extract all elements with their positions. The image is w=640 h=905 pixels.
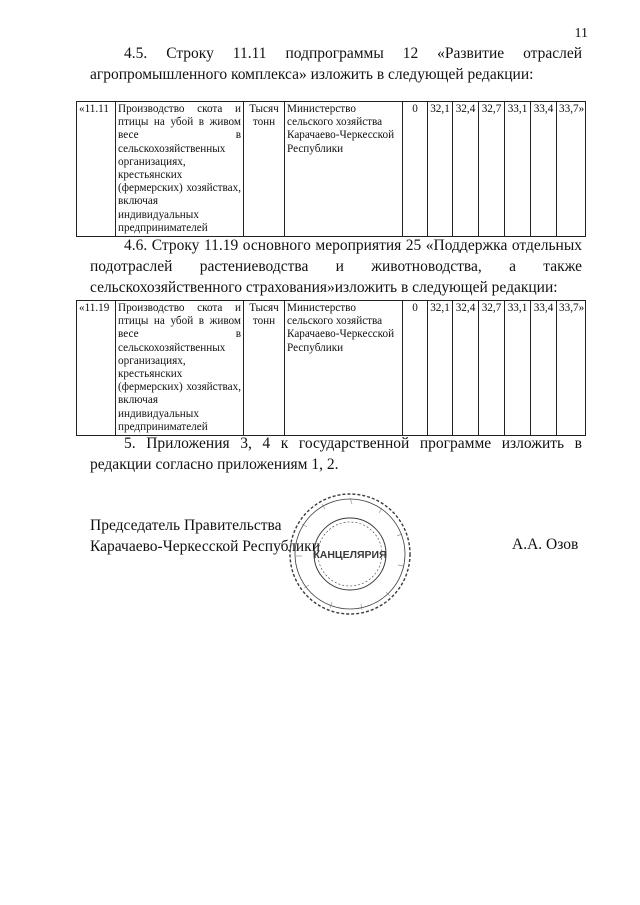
value-cell: 32,4 (453, 102, 479, 237)
value-cell: 33,7» (557, 102, 586, 237)
value-cell: 0 (403, 301, 428, 436)
paragraph-4-5: 4.5. Строку 11.11 подпрограммы 12 «Развитие отраслей агропромышленного комплекса» изложить в следующей редакции: (90, 45, 582, 83)
table-row-11-19 (76, 300, 586, 436)
table-row-11-11 (76, 101, 586, 237)
value-cell: 33,7» (557, 301, 586, 436)
unit-cell: Тысяч тонн (244, 102, 285, 237)
indicator-description-cell: Производство скота и птицы на убой в живом весе в сельскохозяйственных организациях, крестьянских (фермерских) хозяйствах, включая индивидуальных предпринимателей (116, 102, 244, 237)
paragraph-5: 5. Приложения 3, 4 к государственной программе изложить в редакции согласно приложениям 1, 2. (90, 435, 582, 473)
office-seal-stamp (286, 490, 414, 618)
unit-cell: Тысяч тонн (244, 301, 285, 436)
page-number: 11 (574, 26, 588, 41)
value-cell: 0 (403, 102, 428, 237)
value-cell: 33,4 (531, 102, 557, 237)
row-number-cell: «11.19 (77, 301, 116, 436)
ministry-cell: Министерство сельского хозяйства Карачаево-Черкесской Республики (285, 301, 403, 436)
signatory-title-line2: Карачаево-Черкесской Республики (90, 538, 320, 555)
signatory-name: А.А. Озов (512, 536, 579, 553)
value-cell: 32,1 (428, 301, 453, 436)
ministry-cell: Министерство сельского хозяйства Карачаево-Черкесской Республики (285, 102, 403, 237)
value-cell: 33,1 (505, 102, 531, 237)
indicator-description-cell: Производство скота и птицы на убой в живом весе в сельскохозяйственных организациях, крестьянских (фермерских) хозяйствах, включая индивидуальных предпринимателей (116, 301, 244, 436)
value-cell: 32,4 (453, 301, 479, 436)
value-cell: 32,1 (428, 102, 453, 237)
row-number-cell: «11.11 (77, 102, 116, 237)
value-cell: 33,4 (531, 301, 557, 436)
paragraph-4-6: 4.6. Строку 11.19 основного мероприятия 25 «Поддержка отдельных подотраслей растениеводства и животноводства, а также сельскохозяйственного страхования»изложить в следующей редакции: (90, 237, 582, 296)
value-cell: 33,1 (505, 301, 531, 436)
value-cell: 32,7 (479, 102, 505, 237)
signatory-title-line1: Председатель Правительства (90, 517, 282, 534)
value-cell: 32,7 (479, 301, 505, 436)
stamp-center-text: КАНЦЕЛЯРИЯ (313, 549, 387, 561)
